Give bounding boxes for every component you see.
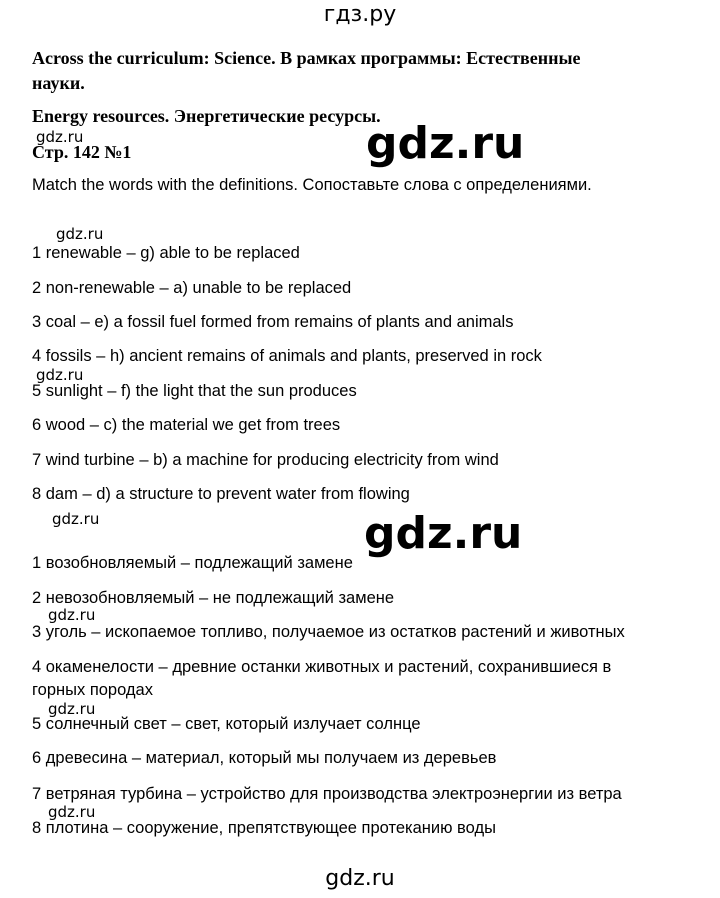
section-title-line1: Across the curriculum: Science. В рамках программы: Естественные [32,48,581,68]
section-subtitle: Energy resources. Энергетические ресурсы. [32,106,381,126]
instruction: Match the words with the definitions. Сопоставьте слова с определениями. [32,176,592,194]
match-item-en: 4 fossils – h) ancient remains of animals and plants, preserved in rock [32,347,542,365]
match-item-en: 6 wood – c) the material we get from trees [32,416,341,434]
match-item-en: 2 non-renewable – a) unable to be replaced [32,279,352,297]
match-item-ru: 7 ветряная турбина – устройство для производства электроэнергии из ветра [32,785,622,803]
match-item-en: 1 renewable – g) able to be replaced [32,244,300,262]
match-item-en: 8 dam – d) a structure to prevent water from flowing [32,485,410,503]
match-item-en: 5 sunlight – f) the light that the sun produces [32,382,357,400]
watermark-large: gdz.ru [366,118,525,169]
watermark-large: gdz.ru [364,508,523,559]
match-item-ru: 6 древесина – материал, который мы получаем из деревьев [32,749,497,767]
match-item-ru: 2 невозобновляемый – не подлежащий замене [32,589,395,607]
watermark-small: gdz.ru [48,803,96,821]
watermark-small: gdz.ru [48,606,96,624]
match-item-en: 3 coal – e) a fossil fuel formed from remains of plants and animals [32,313,514,331]
watermark-footer: gdz.ru [325,866,395,891]
match-item-en: 7 wind turbine – b) a machine for producing electricity from wind [32,451,499,469]
match-item-ru: 8 плотина – сооружение, препятствующее протеканию воды [32,819,496,837]
site-header: гдз.ру [323,2,397,27]
section-title-line2: науки. [32,73,85,93]
match-item-ru: 3 уголь – ископаемое топливо, получаемое из остатков растений и животных [32,623,625,641]
match-item-ru: 4 окаменелости – древние останки животных и растений, сохранившиеся в [32,658,612,676]
watermark-small: gdz.ru [56,225,104,243]
watermark-small: gdz.ru [52,510,100,528]
exercise-number: Стр. 142 №1 [32,142,132,162]
match-item-ru: 1 возобновляемый – подлежащий замене [32,554,353,572]
watermark-small: gdz.ru [48,700,96,718]
match-item-ru: 5 солнечный свет – свет, который излучает солнце [32,715,421,733]
watermark-small: gdz.ru [36,128,84,146]
watermark-small: gdz.ru [36,366,84,384]
match-item-ru: горных породах [32,681,153,699]
